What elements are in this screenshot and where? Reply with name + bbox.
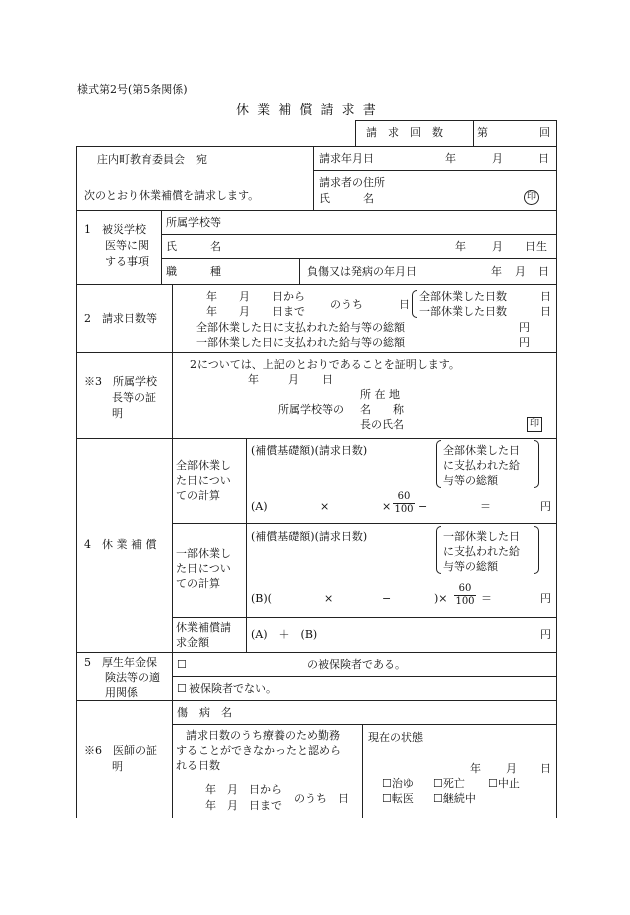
- claim-count-label: 請 求 回 数: [366, 126, 443, 139]
- s6-days-text-2: することができなかったと認めら: [176, 744, 341, 757]
- claim-count-suffix: 回: [539, 126, 550, 139]
- s2-to-line: 年 月 日まで: [206, 305, 305, 318]
- s3-label-1: ※3 所属学校: [84, 375, 157, 388]
- s4-partial-brace-2: に支払われた給: [443, 545, 520, 558]
- s5-not-insured-text: 被保険者でない。: [189, 682, 277, 695]
- s6-days-text-3: れる日数: [176, 759, 220, 772]
- s5-label-1: 5 厚生年金保: [84, 656, 157, 669]
- s5-label-3: 用関係: [105, 686, 138, 699]
- s6-option-died-label: 死亡: [442, 777, 465, 790]
- s4-partial-times1: ×: [324, 592, 334, 605]
- claimant-seal: 印: [524, 190, 539, 205]
- s1-label-3: する事項: [105, 255, 149, 268]
- s6-state-label: 現在の状態: [368, 731, 423, 744]
- s6-days-text-1: 請求日数のうち療養のため勤務: [186, 729, 340, 742]
- addressee: 庄内町教育委員会 宛: [97, 153, 207, 166]
- s3-date-day: 日: [322, 373, 333, 386]
- s1-name-label: 氏 名: [166, 240, 221, 253]
- s2-nouchi: のうち: [330, 298, 363, 311]
- s4-label: 4 休 業 補 償: [84, 538, 157, 551]
- s6-nouchi: のうち 日: [294, 792, 349, 805]
- claim-date-month: 月: [492, 152, 503, 165]
- s3-label-2: 長等の証: [112, 391, 156, 404]
- s2-partial-pay: 一部休業した日に支払われた給与等の総額: [196, 336, 405, 349]
- s2-partial-days: 一部休業した日数: [419, 305, 507, 318]
- s3-seal: 印: [527, 417, 542, 432]
- s1-label-1: 1 被災学校: [84, 223, 146, 236]
- s6-to-line: 年 月 日まで: [205, 799, 282, 812]
- s1-birth-year: 年: [455, 240, 466, 253]
- form-title: 休 業 補 償 請 求 書: [236, 103, 378, 118]
- s4-partial-label-3: ての計算: [176, 577, 220, 590]
- s4-total-label-1: 休業補償請: [176, 621, 231, 634]
- s4-full-brace-1: 全部休業した日: [443, 444, 520, 457]
- s5-insured-checkbox[interactable]: ☐: [177, 658, 187, 671]
- s5-insured-text: の被保険者である。: [307, 658, 406, 671]
- s2-partial-pay-yen: 円: [519, 336, 530, 349]
- s2-day: 日: [399, 298, 410, 311]
- s6-option-cured[interactable]: ☐治ゆ: [382, 777, 414, 790]
- s5-not-insured-checkbox[interactable]: ☐: [177, 682, 187, 695]
- s6-option-died[interactable]: ☐死亡: [433, 777, 465, 790]
- s4-full-brace-3: 与等の総額: [443, 474, 498, 487]
- s2-full-pay: 全部休業した日に支払われた給与等の総額: [196, 321, 405, 334]
- s2-full-days-unit: 日: [540, 290, 551, 303]
- s4-full-brace-2: に支払われた給: [443, 459, 520, 472]
- s4-full-label-1: 全部休業し: [176, 459, 231, 472]
- s3-location-label: 所 在 地: [360, 388, 400, 401]
- claimant-name-label: 氏 名: [319, 192, 374, 205]
- s6-option-cured-label: 治ゆ: [391, 777, 414, 790]
- s4-full-frac-den: 100: [394, 504, 414, 515]
- s1-school-label: 所属学校等: [166, 216, 221, 229]
- s4-full-times1: ×: [320, 500, 330, 513]
- s4-partial-minus: −: [382, 592, 392, 605]
- s2-full-days: 全部休業した日数: [419, 290, 507, 303]
- request-text: 次のとおり休業補償を請求します。: [84, 189, 260, 202]
- s4-partial-brace-3: 与等の総額: [443, 560, 498, 573]
- s4-full-label-3: ての計算: [176, 489, 220, 502]
- s4-full-yen: 円: [540, 500, 551, 513]
- s4-partial-formula-head: (補償基礎額)(請求日数): [251, 530, 368, 543]
- s2-from-line: 年 月 日から: [206, 290, 305, 303]
- s3-school-label: 所属学校等の: [278, 403, 344, 416]
- s4-total-label-2: 求金額: [176, 636, 209, 649]
- s1-injury-year: 年: [491, 265, 502, 278]
- s1-birth-month: 月: [492, 240, 503, 253]
- s4-total-yen: 円: [540, 628, 551, 641]
- s2-full-pay-yen: 円: [519, 321, 530, 334]
- s6-from-line: 年 月 日から: [205, 783, 282, 796]
- s4-full-formula-head: (補償基礎額)(請求日数): [251, 444, 368, 457]
- s4-total-formula: (A) ＋ (B): [251, 628, 318, 641]
- s4-partial-brace-1: 一部休業した日: [443, 530, 520, 543]
- s1-job-label: 職 種: [166, 265, 221, 278]
- s6-state-month: 月: [506, 762, 517, 775]
- s6-label-2: 明: [112, 760, 123, 773]
- s3-date-month: 月: [288, 373, 299, 386]
- s3-label-3: 明: [112, 407, 123, 420]
- s3-name-label: 名 称: [360, 403, 404, 416]
- s1-injury-label: 負傷又は発病の年月日: [307, 265, 417, 278]
- s6-option-continuing[interactable]: ☐継続中: [433, 792, 476, 805]
- claim-date-label: 請求年月日: [319, 152, 374, 165]
- s4-partial-label-2: た日につい: [176, 562, 231, 575]
- s6-option-transfer[interactable]: ☐転医: [382, 792, 414, 805]
- s4-partial-brace-left: [436, 526, 441, 574]
- s6-label-1: ※6 医師の証: [84, 744, 157, 757]
- s4-full-minus: −: [418, 500, 428, 513]
- s2-brace: [412, 290, 417, 318]
- s4-partial-close-times: )×: [434, 592, 448, 605]
- claim-count-prefix: 第: [477, 126, 488, 139]
- s6-option-stopped-label: 中止: [497, 777, 520, 790]
- s4-full-a: (A): [251, 500, 268, 513]
- s4-full-brace-left: [436, 440, 441, 488]
- s4-full-label-2: た日につい: [176, 474, 231, 487]
- s3-head-name-label: 長の氏名: [360, 418, 404, 431]
- s3-certify-text: 2については、上記のとおりであることを証明します。: [190, 358, 460, 371]
- s4-full-equals: ＝: [480, 500, 491, 513]
- claim-date-day: 日: [538, 152, 549, 165]
- s4-partial-yen: 円: [540, 592, 551, 605]
- s6-disease-label: 傷 病 名: [177, 706, 232, 719]
- s6-option-continuing-label: 継続中: [442, 792, 476, 805]
- s4-partial-b: (B)(: [251, 592, 272, 605]
- s1-birth-day: 日生: [525, 240, 547, 253]
- s4-full-times2: ×: [382, 500, 392, 513]
- form-number: 様式第2号(第5条関係): [77, 83, 188, 96]
- s1-injury-day: 日: [538, 265, 549, 278]
- s4-partial-brace-right: [534, 526, 539, 574]
- s4-partial-label-1: 一部休業し: [176, 547, 231, 560]
- s4-partial-fraction: [454, 584, 476, 607]
- s1-label-2: 医等に関: [105, 239, 149, 252]
- s6-state-day: 日: [540, 762, 551, 775]
- s4-full-frac-num: 60: [393, 492, 415, 504]
- s4-full-fraction: [393, 492, 415, 515]
- s5-label-2: 険法等の適: [105, 671, 160, 684]
- s3-date-year: 年: [248, 373, 259, 386]
- s4-full-brace-right: [534, 440, 539, 488]
- s4-partial-frac-den: 100: [455, 596, 475, 607]
- s1-injury-month: 月: [515, 265, 526, 278]
- s6-option-stopped[interactable]: ☐中止: [488, 777, 520, 790]
- claim-date-year: 年: [445, 152, 456, 165]
- s4-partial-equals: ＝: [481, 592, 492, 605]
- s6-option-transfer-label: 転医: [391, 792, 414, 805]
- s2-partial-days-unit: 日: [540, 305, 551, 318]
- claimant-address-label: 請求者の住所: [319, 176, 385, 189]
- s6-state-year: 年: [470, 762, 481, 775]
- s2-label: 2 請求日数等: [84, 312, 157, 325]
- s4-partial-frac-num: 60: [454, 584, 476, 596]
